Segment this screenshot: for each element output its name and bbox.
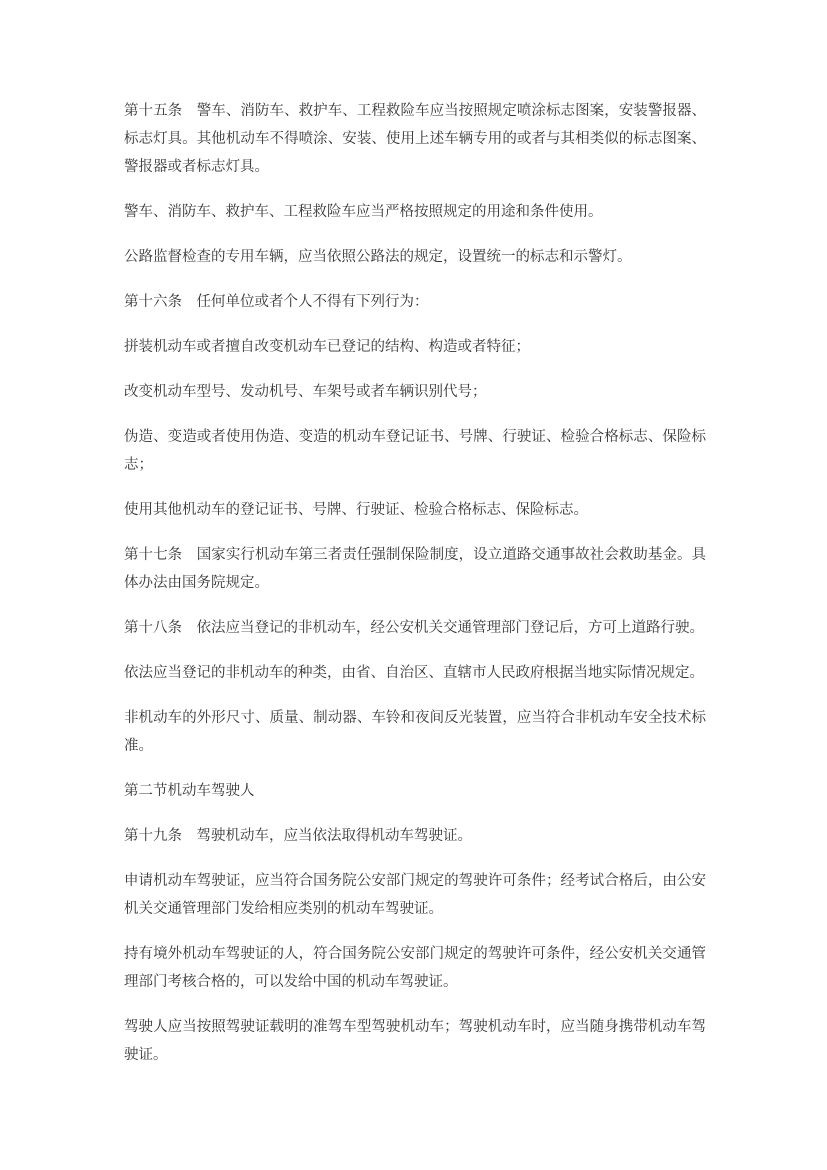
paragraph-article-16: 第十六条 任何单位或者个人不得有下列行为： bbox=[124, 294, 429, 310]
paragraph-highway-inspection-vehicles: 公路监督检查的专用车辆，应当依照公路法的规定，设置统一的标志和示警灯。 bbox=[124, 249, 632, 265]
paragraph-foreign-license-holders: 持有境外机动车驾驶证的人，符合国务院公安部门规定的驾驶许可条件，经公安机关交通管理部门考核合格的，可以发给中国的机动车驾驶证。 bbox=[124, 946, 706, 990]
paragraph-article-15: 第十五条 警车、消防车、救护车、工程救险车应当按照规定喷涂标志图案，安装警报器、标志灯具。其他机动车不得喷涂、安装、使用上述车辆专用的或者与其相类似的标志图案、警报器或者标志灯具。 bbox=[124, 103, 706, 175]
paragraph-prohibited-act-2: 改变机动车型号、发动机号、车架号或者车辆识别代号； bbox=[124, 384, 487, 400]
paragraph-prohibited-act-1: 拼装机动车或者擅自改变机动车已登记的结构、构造或者特征； bbox=[124, 339, 530, 355]
paragraph-prohibited-act-4: 使用其他机动车的登记证书、号牌、行驶证、检验合格标志、保险标志。 bbox=[124, 502, 588, 518]
paragraph-non-motor-vehicle-types: 依法应当登记的非机动车的种类，由省、自治区、直辖市人民政府根据当地实际情况规定。 bbox=[124, 665, 704, 681]
paragraph-special-vehicle-usage: 警车、消防车、救护车、工程救险车应当严格按照规定的用途和条件使用。 bbox=[124, 204, 603, 220]
paragraph-license-carrying-rules: 驾驶人应当按照驾驶证载明的准驾车型驾驶机动车；驾驶机动车时，应当随身携带机动车驾驶证。 bbox=[124, 1019, 706, 1063]
section-heading-motor-vehicle-drivers: 第二节机动车驾驶人 bbox=[124, 783, 255, 799]
paragraph-non-motor-vehicle-standards: 非机动车的外形尺寸、质量、制动器、车铃和夜间反光装置，应当符合非机动车安全技术标准。 bbox=[124, 710, 706, 754]
paragraph-prohibited-act-3: 伪造、变造或者使用伪造、变造的机动车登记证书、号牌、行驶证、检验合格标志、保险标志； bbox=[124, 429, 706, 473]
paragraph-article-18: 第十八条 依法应当登记的非机动车，经公安机关交通管理部门登记后，方可上道路行驶。 bbox=[124, 620, 704, 636]
paragraph-license-application: 申请机动车驾驶证，应当符合国务院公安部门规定的驾驶许可条件；经考试合格后，由公安机关交通管理部门发给相应类别的机动车驾驶证。 bbox=[124, 873, 706, 917]
paragraph-article-19: 第十九条 驾驶机动车，应当依法取得机动车驾驶证。 bbox=[124, 828, 472, 844]
paragraph-article-17: 第十七条 国家实行机动车第三者责任强制保险制度，设立道路交通事故社会救助基金。具体办法由国务院规定。 bbox=[124, 547, 706, 591]
